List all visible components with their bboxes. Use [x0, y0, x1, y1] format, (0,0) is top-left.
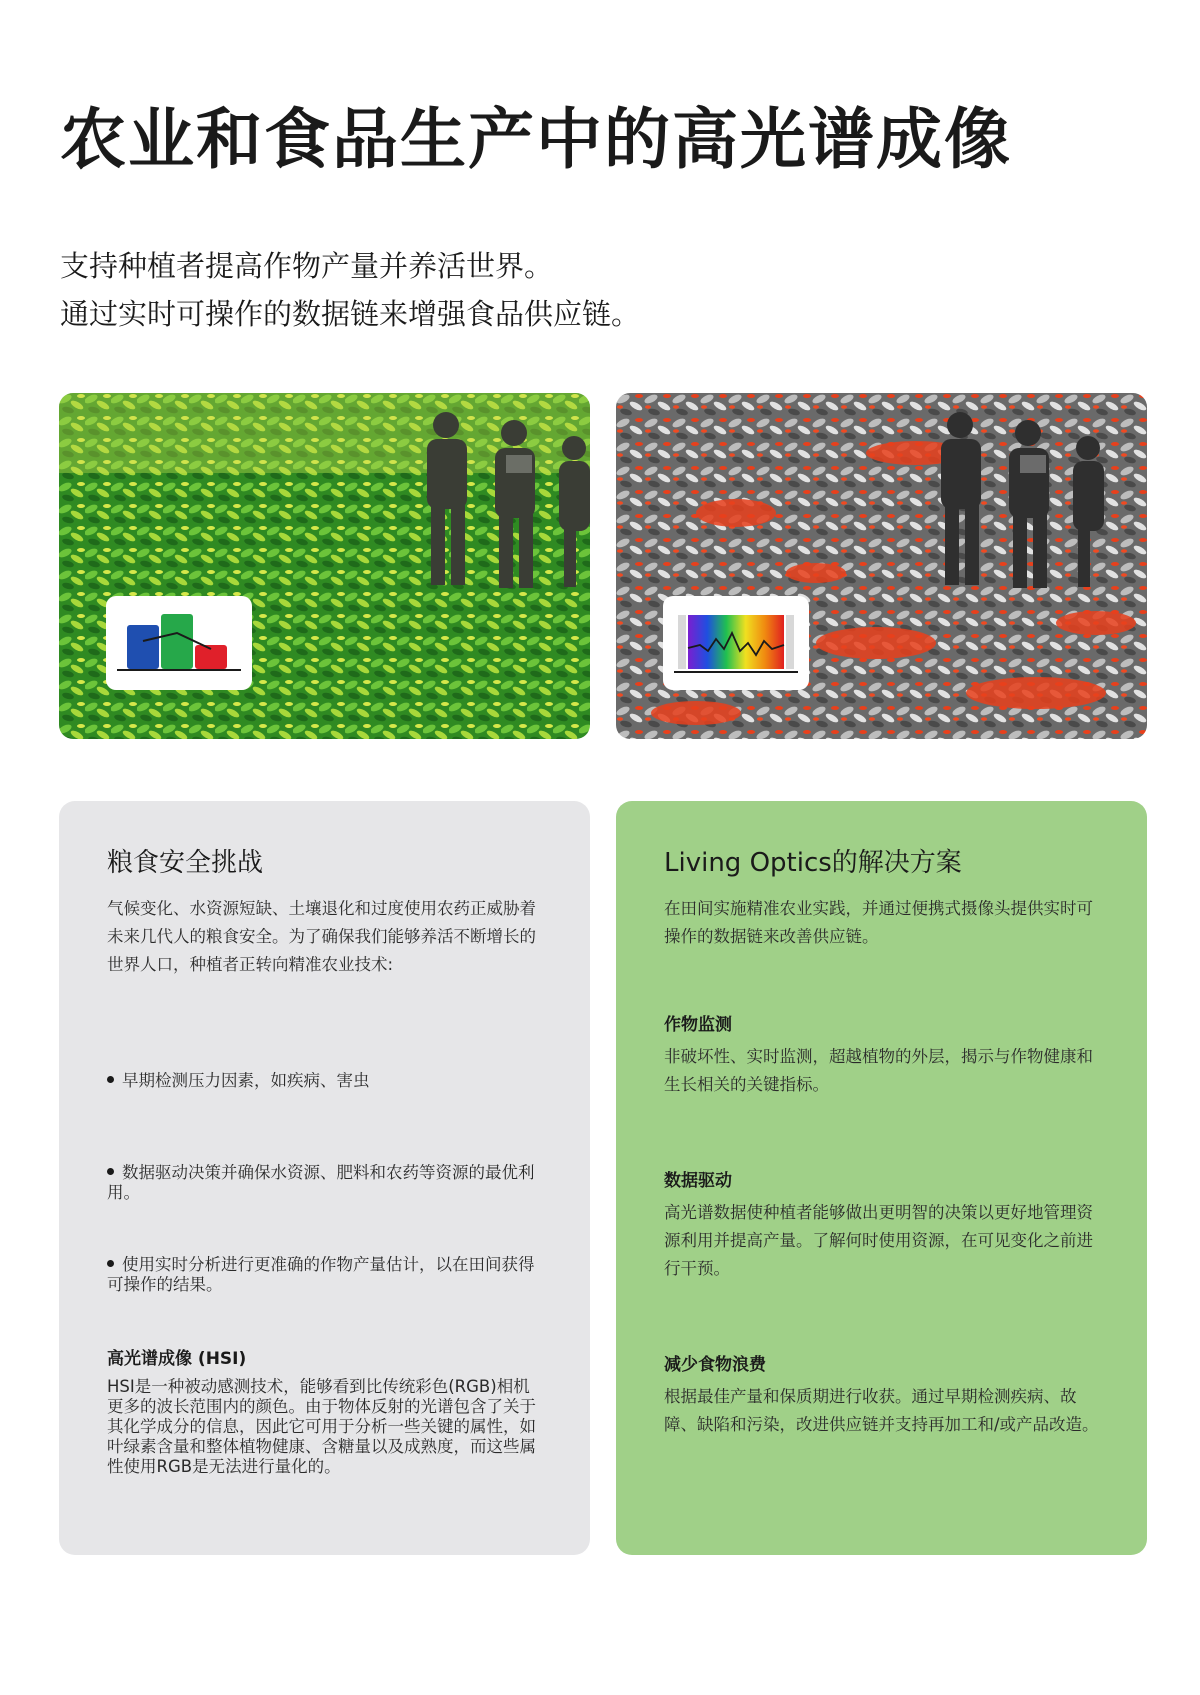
hsi-text: HSI是一种被动感测技术，能够看到比传统彩色(RGB)相机更多的波长范围内的颜色。由于物体反射的光谱包含了关于其化学成分的信息，因此它可用于分析一些关键的属性，如叶绿素含量和整体植物健康、含糖量以及成熟度，而这些属性使用RGB是无法进行量化的。 [107, 1377, 536, 1476]
rgb-field-photo [59, 393, 590, 739]
list-item: 数据驱动决策并确保水资源、肥料和农药等资源的最优利用。 [107, 1163, 535, 1202]
food-security-intro: 气候变化、水资源短缺、土壤退化和过度使用农药正威胁着未来几代人的粮食安全。为了确保我们能够养活不断增长的世界人口，种植者正转向精准农业技术: [107, 899, 536, 974]
reduce-waste-section [664, 1353, 1099, 1439]
section-title: 作物监测 [664, 1015, 732, 1035]
rgb-bar-chart-icon [106, 596, 252, 690]
page-title: 农业和食品生产中的高光谱成像 [60, 101, 1012, 178]
section-title: 数据驱动 [664, 1171, 732, 1191]
solution-intro: 在田间实施精准农业实践，并通过便携式摄像头提供实时可操作的数据链来改善供应链。 [664, 899, 1093, 946]
subtitle-line-2: 通过实时可操作的数据链来增强食品供应链。 [60, 297, 641, 331]
section-text: 高光谱数据使种植者能够做出更明智的决策以更好地管理资源利用并提高产量。了解何时使用资源，在可见变化之前进行干预。 [664, 1203, 1093, 1278]
food-security-heading: 粮食安全挑战 [107, 848, 264, 878]
hsi-section [107, 1347, 542, 1477]
hyperspectral-field-photo [616, 393, 1147, 739]
hsi-heading: 高光谱成像 (HSI) [107, 1349, 247, 1369]
section-text: 非破坏性、实时监测，超越植物的外层，揭示与作物健康和生长相关的关键指标。 [664, 1047, 1093, 1094]
bullet-dot-icon [107, 1260, 114, 1267]
section-title: 减少食物浪费 [664, 1355, 766, 1375]
crop-monitoring-section [664, 1013, 1099, 1099]
list-item: 使用实时分析进行更准确的作物产量估计，以在田间获得可操作的结果。 [107, 1255, 535, 1294]
spectrum-chart-icon [663, 596, 809, 690]
subtitle-line-1: 支持种植者提高作物产量并养活世界。 [60, 249, 554, 283]
bullet-dot-icon [107, 1168, 114, 1175]
solution-heading: Living Optics的解决方案 [664, 848, 962, 878]
page-subtitle [60, 242, 640, 338]
list-item: 早期检测压力因素，如疾病、害虫 [107, 1071, 542, 1111]
solution-card [616, 801, 1147, 1555]
food-security-card [59, 801, 590, 1555]
data-driven-section [664, 1169, 1099, 1283]
bullet-dot-icon [107, 1076, 114, 1083]
food-security-bullets [107, 1071, 542, 1295]
section-text: 根据最佳产量和保质期进行收获。通过早期检测疾病、故障、缺陷和污染，改进供应链并支持再加工和/或产品改造。 [664, 1387, 1099, 1434]
